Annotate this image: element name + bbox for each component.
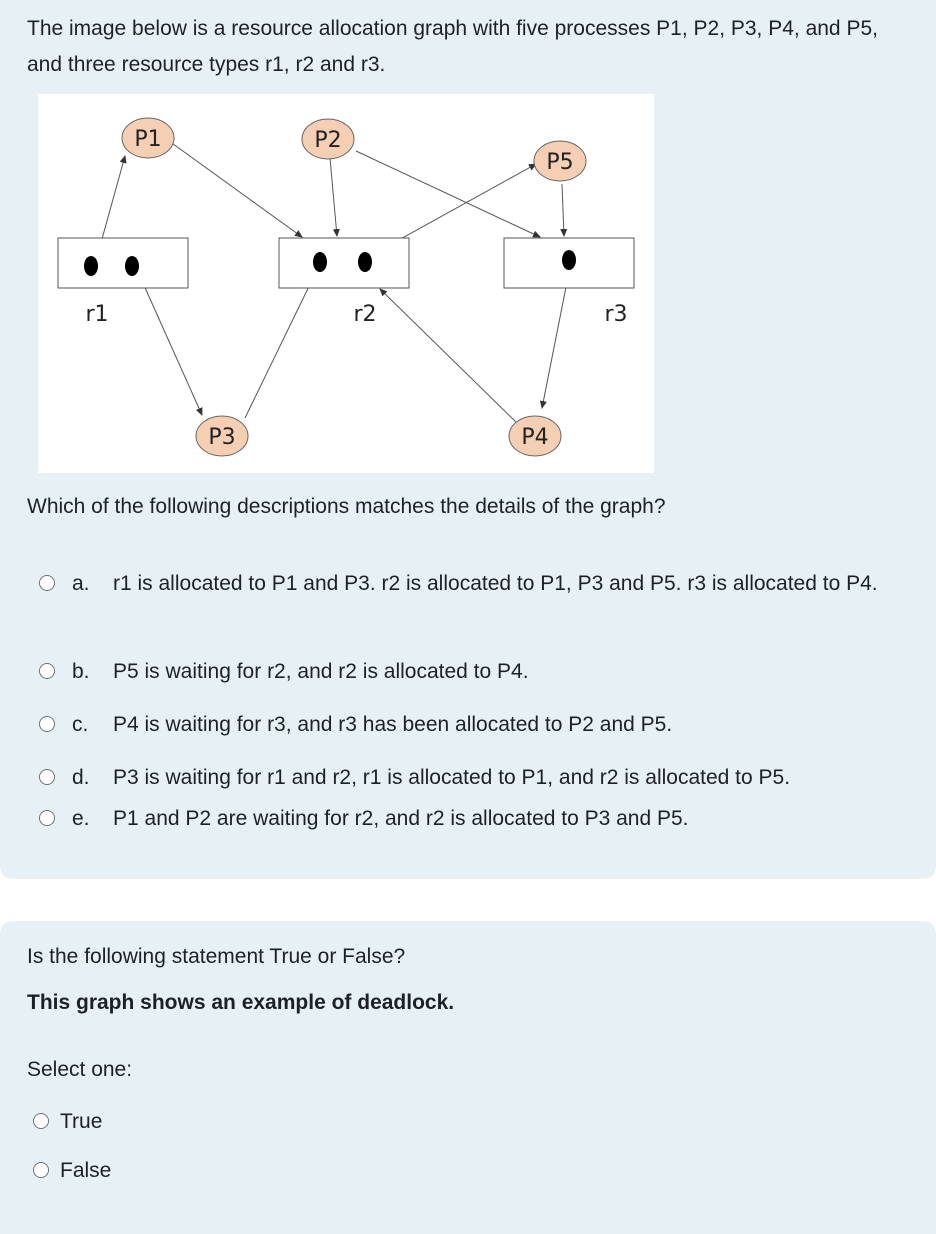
option-text: P4 is waiting for r3, and r3 has been allocated to P2 and P5. bbox=[113, 713, 673, 736]
option-true-label: True bbox=[60, 1110, 103, 1133]
radio-button-c[interactable] bbox=[39, 716, 55, 732]
option-letter: b. bbox=[72, 660, 90, 683]
option-letter: c. bbox=[72, 713, 89, 736]
edge-p5-r3 bbox=[562, 184, 564, 236]
option-letter: a. bbox=[72, 572, 90, 595]
option-false-label: False bbox=[60, 1159, 112, 1182]
radio-button-d[interactable] bbox=[39, 769, 55, 785]
process-p5-label: P5 bbox=[546, 150, 574, 175]
edge-p2-r3 bbox=[356, 151, 540, 237]
radio-button-false[interactable] bbox=[33, 1162, 49, 1178]
option-letter: e. bbox=[72, 807, 90, 830]
edge-p2-r2 bbox=[330, 158, 337, 236]
resource-allocation-graph bbox=[38, 94, 654, 473]
r1-instance-2 bbox=[125, 256, 139, 276]
r1-instance-1 bbox=[84, 256, 98, 276]
radio-button-true[interactable] bbox=[33, 1113, 49, 1129]
resource-r3-label: r3 bbox=[604, 302, 628, 327]
process-p2-label: P2 bbox=[314, 128, 342, 153]
option-text: r1 is allocated to P1 and P3. r2 is allocated to P1, P3 and P5. r3 is allocated to P4. bbox=[113, 572, 878, 595]
option-text: P1 and P2 are waiting for r2, and r2 is allocated to P3 and P5. bbox=[113, 807, 689, 830]
edge-p3-r2 bbox=[245, 274, 315, 418]
radio-button-e[interactable] bbox=[39, 810, 55, 826]
r2-instance-2 bbox=[358, 252, 372, 272]
select-one-label: Select one: bbox=[27, 1058, 133, 1081]
edge-r3-p4 bbox=[542, 272, 569, 408]
edge-p1-r2 bbox=[169, 141, 302, 237]
question-2-statement: This graph shows an example of deadlock. bbox=[27, 991, 455, 1014]
question-1-intro: The image below is a resource allocation graph with five processes P1, P2, P3, P4, and P5, and three resource types r1, r2 and r3. bbox=[27, 17, 878, 76]
edge-r1-p3 bbox=[138, 272, 202, 415]
r2-instance-1 bbox=[313, 252, 327, 272]
edge-p4-r2 bbox=[380, 289, 516, 422]
question-2-prompt: Is the following statement True or False? bbox=[27, 945, 406, 968]
resource-r1-label: r1 bbox=[85, 302, 109, 327]
radio-button-a[interactable] bbox=[39, 575, 55, 591]
process-p3-label: P3 bbox=[208, 425, 236, 450]
resource-r1-box bbox=[58, 238, 188, 288]
radio-button-b[interactable] bbox=[39, 663, 55, 679]
option-text: P3 is waiting for r1 and r2, r1 is allocated to P1, and r2 is allocated to P5. bbox=[113, 766, 791, 789]
question-1-text: Which of the following descriptions matches the details of the graph? bbox=[27, 495, 666, 518]
option-text: P5 is waiting for r2, and r2 is allocated to P4. bbox=[113, 660, 529, 683]
resource-r2-label: r2 bbox=[353, 302, 377, 327]
r3-instance-1 bbox=[562, 250, 576, 270]
option-letter: d. bbox=[72, 766, 90, 789]
process-p1-label: P1 bbox=[134, 127, 162, 152]
resource-r2-box bbox=[279, 238, 409, 288]
process-p4-label: P4 bbox=[521, 425, 549, 450]
